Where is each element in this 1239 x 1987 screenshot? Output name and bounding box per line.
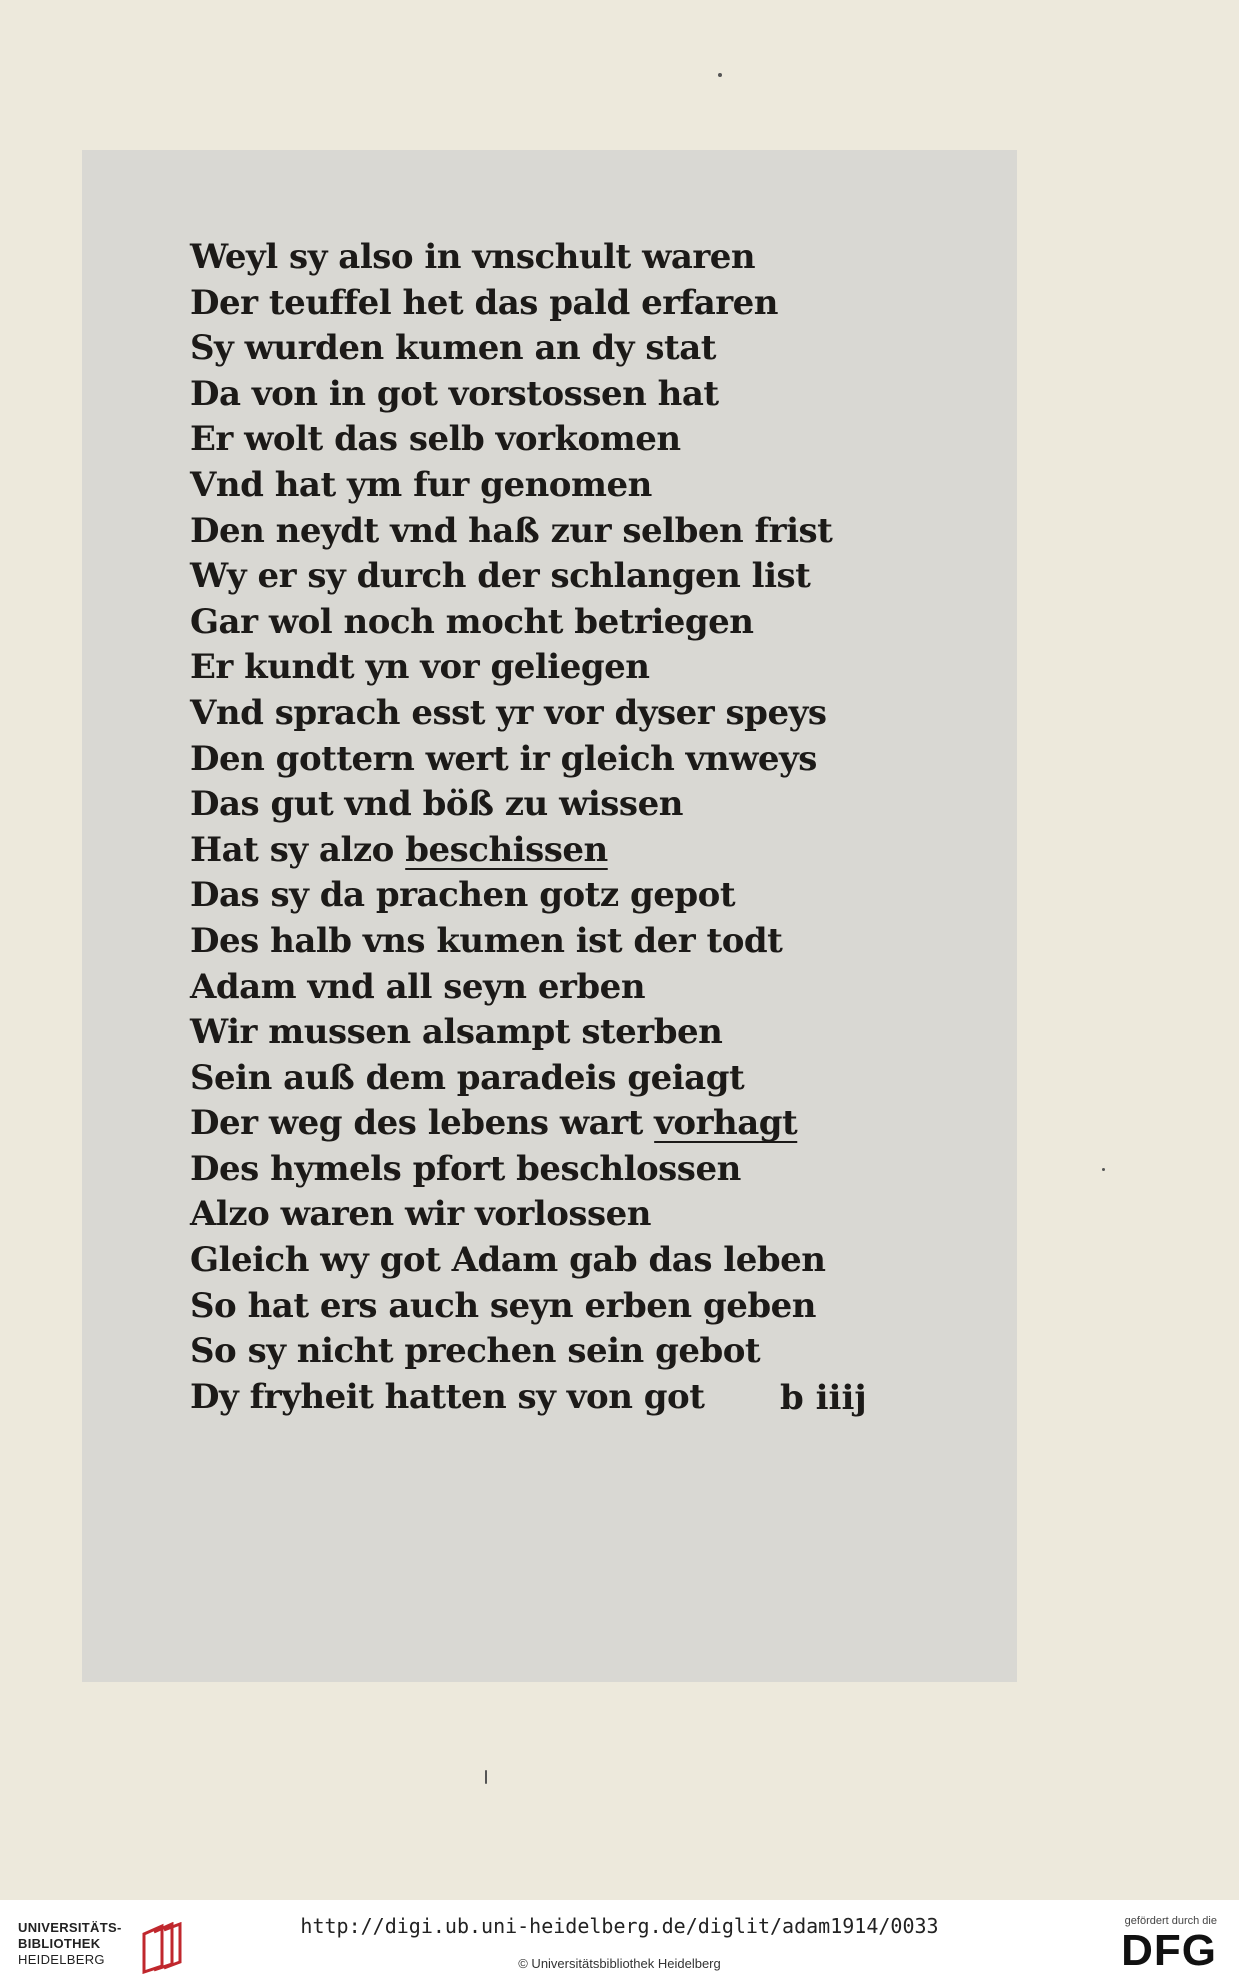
underlined-word: vorhagt: [654, 1103, 798, 1144]
text-line: Den gottern wert ir gleich vnweys: [190, 738, 817, 779]
text-line: So hat ers auch seyn erben geben: [190, 1285, 817, 1326]
text-line: Des halb vns kumen ist der todt: [190, 920, 783, 961]
text-line: [190, 1101, 950, 1147]
text-line: Er wolt das selb vorkomen: [190, 419, 681, 460]
text-line: Des hymels pfort beschlossen: [190, 1148, 741, 1189]
poem-text: [190, 235, 950, 1420]
text-line: Vnd hat ym fur genomen: [190, 464, 652, 505]
text-line: Das sy da prachen gotz gepot: [190, 875, 736, 916]
text-line: Der teuffel het das pald erfaren: [190, 282, 779, 323]
dfg-wordmark: DFG: [1121, 1926, 1217, 1975]
text-line: Den neydt vnd haß zur selben frist: [190, 510, 833, 551]
text-line: Adam vnd all seyn erben: [190, 966, 646, 1007]
text-line: Sein auß dem paradeis geiagt: [190, 1057, 745, 1098]
library-name-line: BIBLIOTHEK: [18, 1936, 101, 1951]
ink-speck: [1102, 1168, 1105, 1171]
text-line: Alzo waren wir vorlossen: [190, 1194, 652, 1235]
text-line: Weyl sy also in vnschult waren: [190, 237, 756, 277]
underlined-word: beschissen: [405, 829, 608, 870]
text-line: Dy fryheit hatten sy von got: [190, 1376, 705, 1417]
funded-by-text: gefördert durch die: [1124, 1915, 1217, 1927]
text-line: Das gut vnd böß zu wissen: [190, 784, 683, 825]
text-line-start: Hat sy alzo: [190, 829, 406, 870]
text-line: [190, 828, 950, 874]
permalink-url[interactable]: http://digi.ub.uni-heidelberg.de/diglit/adam1914/0033: [300, 1914, 939, 1938]
library-name-line: UNIVERSITÄTS-: [18, 1920, 122, 1935]
text-line: Gar wol noch mocht betriegen: [190, 601, 754, 642]
footer-bar: [0, 1900, 1239, 1987]
signature-mark: b iiij: [780, 1378, 867, 1418]
text-line: Da von in got vorstossen hat: [190, 373, 719, 414]
text-line: Vnd sprach esst yr vor dyser speys: [190, 692, 827, 733]
copyright-notice: © Universitätsbibliothek Heidelberg: [518, 1956, 721, 1971]
dfg-logo[interactable]: [1097, 1914, 1217, 1980]
library-name-line: HEIDELBERG: [18, 1952, 105, 1967]
ink-speck: [485, 1770, 487, 1784]
text-line: Gleich wy got Adam gab das leben: [190, 1240, 826, 1281]
text-line: Sy wurden kumen an dy stat: [190, 328, 716, 369]
text-line: Er kundt yn vor geliegen: [190, 647, 650, 688]
text-line: Wy er sy durch der schlangen list: [190, 556, 811, 597]
text-line: Wir mussen alsampt sterben: [190, 1012, 723, 1053]
text-line-start: Der weg des lebens wart: [190, 1103, 655, 1144]
text-line: So sy nicht prechen sein gebot: [190, 1331, 761, 1372]
ink-speck: [718, 73, 722, 77]
